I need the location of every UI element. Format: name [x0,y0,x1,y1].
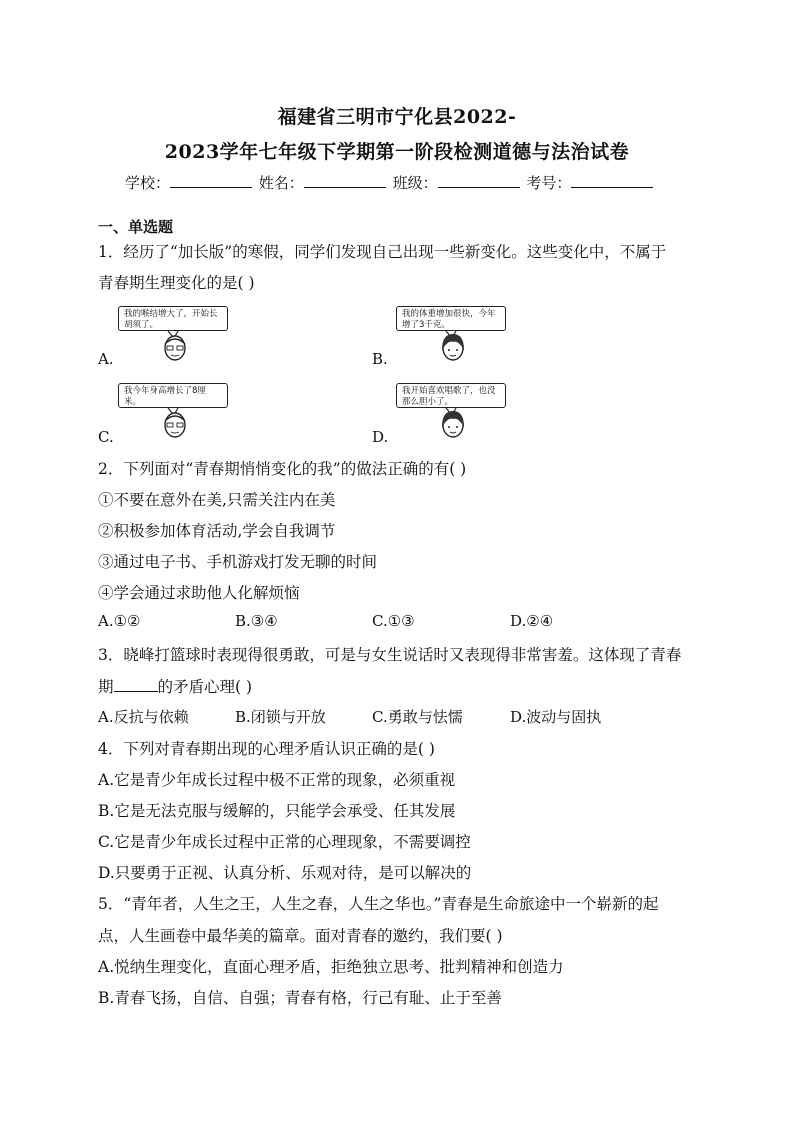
class-label: 班级： [392,174,438,192]
q1-option-a-label[interactable]: A. [98,350,114,368]
speech-bubble: 我的体重增加很快，今年增了3千克。 [396,306,506,331]
speech-bubble: 我今年身高增长了8厘米。 [118,383,228,408]
exam-no-label: 考号： [526,174,572,192]
q3-stem-suffix: 的矛盾心理( ) [157,678,253,696]
q3-option-a[interactable]: A.反抗与依赖 [98,708,189,726]
school-blank[interactable] [170,173,252,188]
q3-fill-blank[interactable] [114,677,158,692]
q4-option-c[interactable]: C.它是青少年成长过程中正常的心理现象，不需要调控 [98,833,471,851]
q3-stem-line2 [98,675,252,697]
girl-icon [396,383,516,443]
q5-stem-line2: 点，人生画卷中最华美的篇章。面对青春的邀约，我们要( ) [98,927,503,945]
exam-no-blank[interactable] [571,173,653,188]
girl-icon [396,306,516,366]
exam-title-line2: 2023学年七年级下学期第一阶段检测道德与法治试卷 [164,141,630,163]
q5-stem-line1: 5．“青年者，人生之王，人生之春，人生之华也。”青春是生命旅途中一个崭新的起 [98,895,659,913]
q1-option-d-figure [396,383,516,441]
q5-option-b[interactable]: B.青春飞扬，自信、自强；青春有格，行己有耻、止于至善 [98,989,502,1007]
student-info-fields [125,172,655,193]
q3-option-c[interactable]: C.勇敢与怯懦 [372,708,463,726]
q2-option-c[interactable]: C.①③ [372,612,415,630]
q1-option-d-label[interactable]: D. [372,428,389,446]
q1-stem-line2: 青春期生理变化的是( ) [98,274,255,292]
q4-option-b[interactable]: B.它是无法克服与缓解的，只能学会承受、任其发展 [98,802,456,820]
name-label: 姓名： [258,174,304,192]
q1-option-b-figure [396,306,516,364]
q2-item-1: ①不要在意外在美,只需关注内在美 [98,491,336,509]
q2-stem: 2．下列面对“青春期悄悄变化的我”的做法正确的有( ) [98,460,467,478]
speech-bubble: 我的喉结增大了，开始长胡须了。 [118,306,228,331]
section-heading: 一、单选题 [98,218,174,236]
q2-item-2: ②积极参加体育活动,学会自我调节 [98,522,336,540]
school-label: 学校： [125,174,171,192]
q1-option-a-figure [118,306,238,364]
q4-option-a[interactable]: A.它是青少年成长过程中极不正常的现象，必须重视 [98,771,456,789]
boy-icon [118,383,238,443]
q1-option-b-label[interactable]: B. [372,350,388,368]
q4-option-d[interactable]: D.只要勇于正视、认真分析、乐观对待，是可以解决的 [98,864,472,882]
q3-stem-prefix: 期 [98,678,114,696]
q5-option-a[interactable]: A.悦纳生理变化，直面心理矛盾，拒绝独立思考、批判精神和创造力 [98,958,564,976]
boy-icon [118,306,238,366]
exam-title-line1: 福建省三明市宁化县2022- [277,106,517,128]
q2-option-a[interactable]: A.①② [98,612,141,630]
q4-stem: 4．下列对青春期出现的心理矛盾认识正确的是( ) [98,740,435,758]
q1-stem-line1: 1．经历了“加长版”的寒假，同学们发现自己出现一些新变化。这些变化中，不属于 [98,243,667,261]
q1-option-c-figure [118,383,238,441]
q1-option-c-label[interactable]: C. [98,428,114,446]
q3-option-d[interactable]: D.波动与固执 [510,708,602,726]
q3-stem-line1: 3．晓峰打篮球时表现得很勇敢，可是与女生说话时又表现得非常害羞。这体现了青春 [98,646,682,664]
q2-item-4: ④学会通过求助他人化解烦恼 [98,584,300,602]
speech-bubble: 我开始喜欢唱歌了，也没那么胆小了。 [396,383,506,408]
q2-option-d[interactable]: D.②④ [510,612,554,630]
q3-option-b[interactable]: B.闭锁与开放 [235,708,326,726]
class-blank[interactable] [438,173,520,188]
q2-option-b[interactable]: B.③④ [235,612,278,630]
name-blank[interactable] [304,173,386,188]
q2-item-3: ③通过电子书、手机游戏打发无聊的时间 [98,553,378,571]
